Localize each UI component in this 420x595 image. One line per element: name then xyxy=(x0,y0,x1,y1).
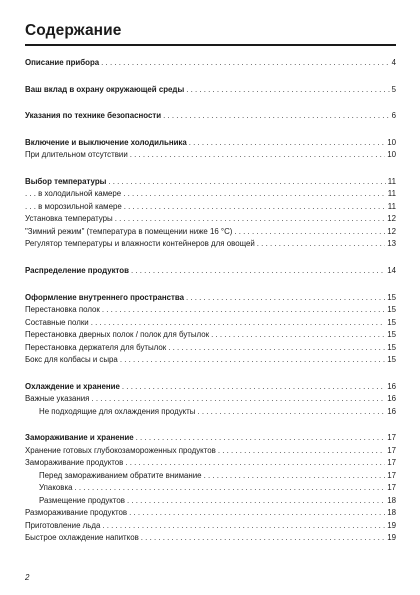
toc-entry xyxy=(25,432,396,443)
toc-entry xyxy=(25,201,396,212)
toc-entry xyxy=(25,329,396,340)
toc-entry xyxy=(25,213,396,224)
toc-entry xyxy=(25,57,396,68)
toc-entry-page: 15 xyxy=(387,318,396,327)
toc-entry xyxy=(25,304,396,315)
toc-entry-page: 14 xyxy=(387,266,396,275)
toc-leader-dots xyxy=(136,432,386,443)
toc-leader-dots xyxy=(123,188,386,199)
toc-leader-dots xyxy=(186,292,385,303)
toc-entry-label: Включение и выключение холодильника xyxy=(25,138,187,147)
toc-leader-dots xyxy=(115,213,386,224)
toc-entry xyxy=(25,354,396,365)
toc-entry xyxy=(25,238,396,249)
toc-leader-dots xyxy=(122,381,385,392)
toc-entry xyxy=(25,149,396,160)
toc-entry-page: 19 xyxy=(387,533,396,542)
toc-entry xyxy=(25,520,396,531)
toc-entry-page: 17 xyxy=(387,471,396,480)
toc-entry-label: Важные указания xyxy=(25,394,90,403)
toc-entry xyxy=(25,342,396,353)
toc-entry-page: 4 xyxy=(391,58,396,67)
toc-entry-label: Оформление внутреннего пространства xyxy=(25,293,185,302)
toc-leader-dots xyxy=(186,84,389,95)
toc-leader-dots xyxy=(141,532,385,543)
toc-leader-dots xyxy=(163,110,390,121)
toc-leader-dots xyxy=(168,342,385,353)
toc-entry xyxy=(25,84,396,95)
toc-entry-page: 17 xyxy=(387,458,396,467)
toc-entry-label: Размораживание продуктов xyxy=(25,508,128,517)
toc-entry xyxy=(25,188,396,199)
toc-entry-page: 16 xyxy=(387,394,396,403)
toc-entry xyxy=(25,176,396,187)
toc-entry xyxy=(25,137,396,148)
toc-entry-page: 5 xyxy=(391,85,396,94)
toc-entry-label: Описание прибора xyxy=(25,58,100,67)
toc-leader-dots xyxy=(197,406,385,417)
toc-entry-page: 18 xyxy=(387,496,396,505)
toc-leader-dots xyxy=(211,329,385,340)
toc-entry-label: Распределение продуктов xyxy=(25,266,129,275)
toc-entry-page: 10 xyxy=(387,150,396,159)
toc-leader-dots xyxy=(129,507,385,518)
toc-entry-label: Приготовление льда xyxy=(25,521,101,530)
toc-entry-label: Перестановка держателя для бутылок xyxy=(25,343,167,352)
toc-leader-dots xyxy=(102,520,385,531)
toc-entry-label: Перестановка дверных полок / полок для бутылок xyxy=(25,330,210,339)
toc-leader-dots xyxy=(120,354,385,365)
toc-leader-dots xyxy=(108,176,385,187)
toc-entry-page: 16 xyxy=(387,407,396,416)
toc-entry-label: Быстрое охлаждение напитков xyxy=(25,533,139,542)
title-rule xyxy=(25,44,396,46)
toc-leader-dots xyxy=(74,482,385,493)
toc-entry-page: 19 xyxy=(387,521,396,530)
toc-entry xyxy=(25,110,396,121)
toc-entry-page: 15 xyxy=(387,343,396,352)
toc-entry-label: Указания по технике безопасности xyxy=(25,111,162,120)
toc-entry-page: 10 xyxy=(387,138,396,147)
toc-entry-label: . . . в морозильной камере xyxy=(25,202,122,211)
toc-entry xyxy=(25,406,396,417)
toc-entry-page: 15 xyxy=(387,330,396,339)
toc-entry xyxy=(25,507,396,518)
page-title: Содержание xyxy=(25,22,122,39)
toc-leader-dots xyxy=(218,445,385,456)
toc-leader-dots xyxy=(130,149,385,160)
toc-entry-label: Перед замораживанием обратите внимание xyxy=(39,471,202,480)
toc-entry-label: Не подходящие для охлаждения продукты xyxy=(39,407,196,416)
toc-entry-page: 6 xyxy=(391,111,396,120)
toc-entry-page: 13 xyxy=(387,239,396,248)
toc-entry-label: При длительном отсутствии xyxy=(25,150,128,159)
toc-entry-label: Охлаждение и хранение xyxy=(25,382,120,391)
toc-entry-page: 17 xyxy=(387,483,396,492)
toc-entry xyxy=(25,226,396,237)
toc-entry xyxy=(25,532,396,543)
toc-entry xyxy=(25,482,396,493)
toc-entry-label: . . . в холодильной камере xyxy=(25,189,122,198)
toc-leader-dots xyxy=(91,393,385,404)
toc-entry-page: 11 xyxy=(387,177,396,186)
toc-entry-label: Размещение продуктов xyxy=(39,496,125,505)
toc-entry xyxy=(25,470,396,481)
toc-entry-page: 17 xyxy=(387,446,396,455)
toc-entry-page: 15 xyxy=(387,355,396,364)
toc-entry-label: Ваш вклад в охрану окружающей среды xyxy=(25,85,185,94)
toc-entry-page: 17 xyxy=(387,433,396,442)
toc-entry xyxy=(25,381,396,392)
toc-entry-label: Упаковка xyxy=(39,483,73,492)
toc-entry-label: Хранение готовых глубокозамороженных продуктов xyxy=(25,446,216,455)
toc-entry xyxy=(25,495,396,506)
toc-entry xyxy=(25,445,396,456)
toc-leader-dots xyxy=(234,226,385,237)
toc-entry-page: 11 xyxy=(387,189,396,198)
toc-leader-dots xyxy=(91,317,386,328)
toc-entry-label: Выбор температуры xyxy=(25,177,107,186)
toc-entry-page: 12 xyxy=(387,214,396,223)
toc-leader-dots xyxy=(102,304,385,315)
toc-leader-dots xyxy=(124,201,386,212)
toc-entry-page: 12 xyxy=(387,227,396,236)
toc-entry xyxy=(25,265,396,276)
toc-entry-page: 15 xyxy=(387,293,396,302)
toc-entry-label: "Зимний режим" (температура в помещении ниже 16 °C) xyxy=(25,227,233,236)
toc-leader-dots xyxy=(257,238,385,249)
toc-leader-dots xyxy=(125,457,385,468)
toc-leader-dots xyxy=(127,495,385,506)
toc-entry-page: 11 xyxy=(387,202,396,211)
toc-entry-page: 18 xyxy=(387,508,396,517)
toc-entry-label: Регулятор температуры и влажности контейнеров для овощей xyxy=(25,239,255,248)
toc-entry-label: Перестановка полок xyxy=(25,305,100,314)
toc-entry-label: Установка температуры xyxy=(25,214,113,223)
toc-leader-dots xyxy=(189,137,385,148)
toc-leader-dots xyxy=(204,470,386,481)
toc-entry xyxy=(25,317,396,328)
page-number: 2 xyxy=(25,573,30,582)
toc-entry-label: Замораживание и хранение xyxy=(25,433,134,442)
toc-leader-dots xyxy=(101,57,389,68)
toc-entry-label: Бокс для колбасы и сыра xyxy=(25,355,118,364)
toc-entry xyxy=(25,393,396,404)
toc-entry-label: Составные полки xyxy=(25,318,89,327)
toc-entry xyxy=(25,457,396,468)
toc-leader-dots xyxy=(131,265,385,276)
toc-entry-label: Замораживание продуктов xyxy=(25,458,124,467)
toc-entry xyxy=(25,292,396,303)
toc-entry-page: 15 xyxy=(387,305,396,314)
toc-entry-page: 16 xyxy=(387,382,396,391)
